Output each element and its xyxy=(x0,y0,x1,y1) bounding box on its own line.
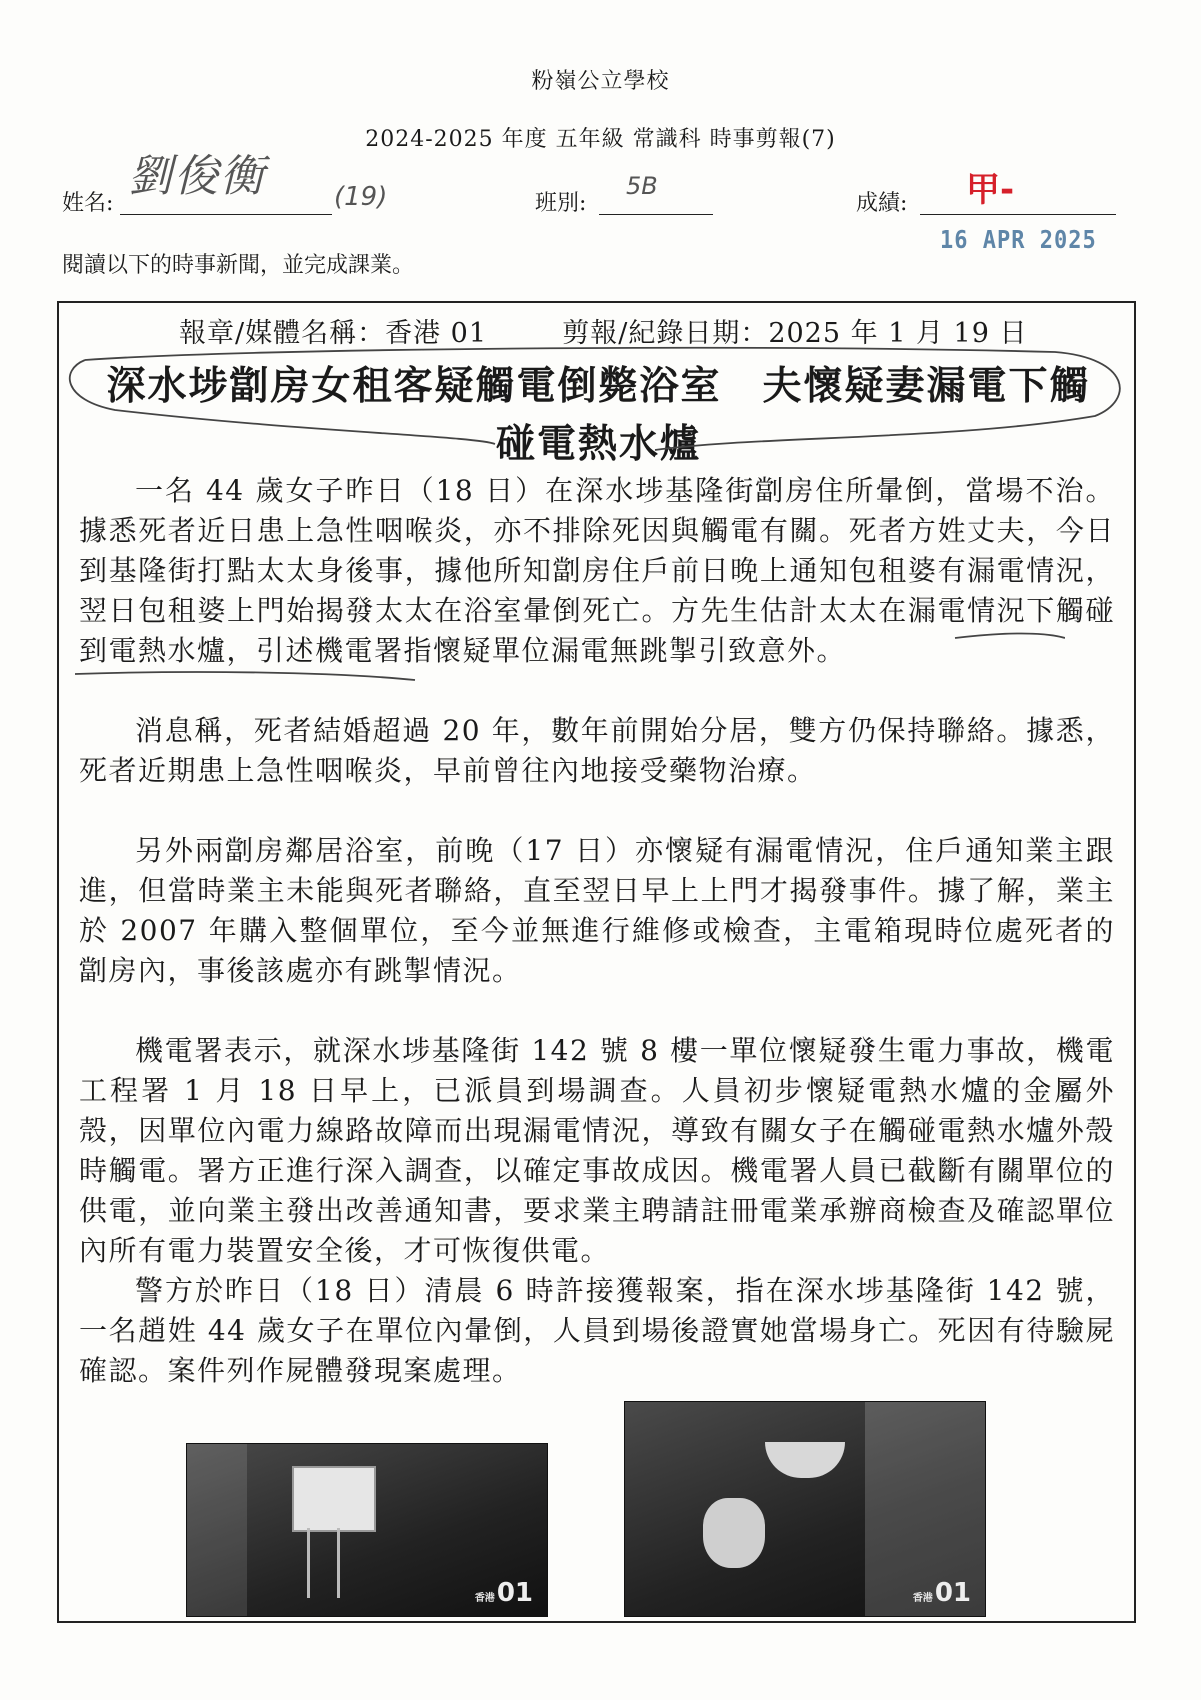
grade-mark: 甲- xyxy=(966,170,1015,210)
article-box xyxy=(57,301,1136,1623)
headline-line-1: 深水埗劏房女租客疑觸電倒斃浴室 夫懷疑妻漏電下觸 xyxy=(106,363,1091,409)
sink-shape xyxy=(765,1442,845,1478)
water-heater-shape xyxy=(292,1466,376,1532)
grade-field xyxy=(920,184,1116,215)
paragraph-3: 另外兩劏房鄰居浴室，前晚（17 日）亦懷疑有漏電情況，住戶通知業主跟進，但當時業主未能與死者聯絡，直至翌日早上上門才揭發事件。據了解，業主於 2007 年購入整個單位，至今並無進行維修或檢查，主電箱現時位處死者的劏房內，事後該處亦有跳掣情況。 xyxy=(79,834,1115,987)
source-label: 報章/媒體名稱：香港 01 xyxy=(179,318,488,349)
class-label: 班別: xyxy=(535,191,587,216)
hk01-watermark: 香港01 xyxy=(474,1578,533,1608)
wall-shade xyxy=(187,1444,247,1616)
paragraph-5: 警方於昨日（18 日）清晨 6 時許接獲報案，指在深水埗基隆街 142 號，一名趙姓 44 歲女子在單位內暈倒，人員到場後證實她當場身亡。死因有待驗屍確認。案件列作屍體發現案處理。 xyxy=(79,1274,1115,1387)
paragraph-1: 一名 44 歲女子昨日（18 日）在深水埗基隆街劏房住所暈倒，當場不治。據悉死者近日患上急性咽喉炎，亦不排除死因與觸電有關。死者方姓丈夫，今日到基隆街打點太太身後事，據他所知劏房住戶前日晚上通知包租婆有漏電情況，翌日包租婆上門始揭發太太在浴室暈倒死亡。方先生估計太太在漏電情況下觸碰到電熱水爐，引述機電署指懷疑單位漏電無跳掣引致意外。 xyxy=(79,474,1115,667)
headline-circle-annotation xyxy=(55,340,1145,460)
pipe-shape xyxy=(337,1528,340,1598)
student-name-handwriting: 劉俊衡 xyxy=(128,151,266,202)
headline-line-2: 碰電熱水爐 xyxy=(495,421,701,467)
class-number: (19) xyxy=(334,182,388,212)
instruction: 閱讀以下的時事新聞，並完成課業。 xyxy=(62,253,415,278)
bathroom-photo xyxy=(624,1401,986,1617)
toilet-shape xyxy=(703,1498,765,1568)
name-label: 姓名: xyxy=(62,191,114,216)
class-handwriting: 5B xyxy=(626,172,658,200)
pipe-shape xyxy=(307,1528,310,1598)
hk01-watermark: 香港01 xyxy=(912,1578,971,1608)
school-name: 粉嶺公立學校 xyxy=(531,69,670,94)
water-heater-photo xyxy=(186,1443,548,1617)
underline-annotation xyxy=(75,618,1065,688)
paragraph-4: 機電署表示，就深水埗基隆街 142 號 8 樓一單位懷疑發生電力事故，機電工程署 1 月 18 日早上，已派員到場調查。人員初步懷疑電熱水爐的金屬外殼，因單位內電力線路故障而出現漏電情況，導致有關女子在觸碰電熱水爐外殼時觸電。署方正進行深入調查，以確定事故成因。機電署人員已截斷有關單位的供電，並向業主發出改善通知書，要求業主聘請註冊電業承辦商檢查及確認單位內所有電力裝置安全後，才可恢復供電。 xyxy=(79,1034,1115,1267)
grade-label: 成績: xyxy=(856,191,908,216)
worksheet-subtitle: 2024-2025 年度 五年級 常識科 時事剪報(7) xyxy=(365,127,836,152)
article-body xyxy=(79,471,1115,1391)
paragraph-2: 消息稱，死者結婚超過 20 年，數年前開始分居，雙方仍保持聯絡。據悉，死者近期患上急性咽喉炎，早前曾往內地接受藥物治療。 xyxy=(79,714,1115,787)
clipping-date: 剪報/紀錄日期：2025 年 1 月 19 日 xyxy=(562,318,1028,349)
date-stamp: 16 APR 2025 xyxy=(940,226,1097,255)
